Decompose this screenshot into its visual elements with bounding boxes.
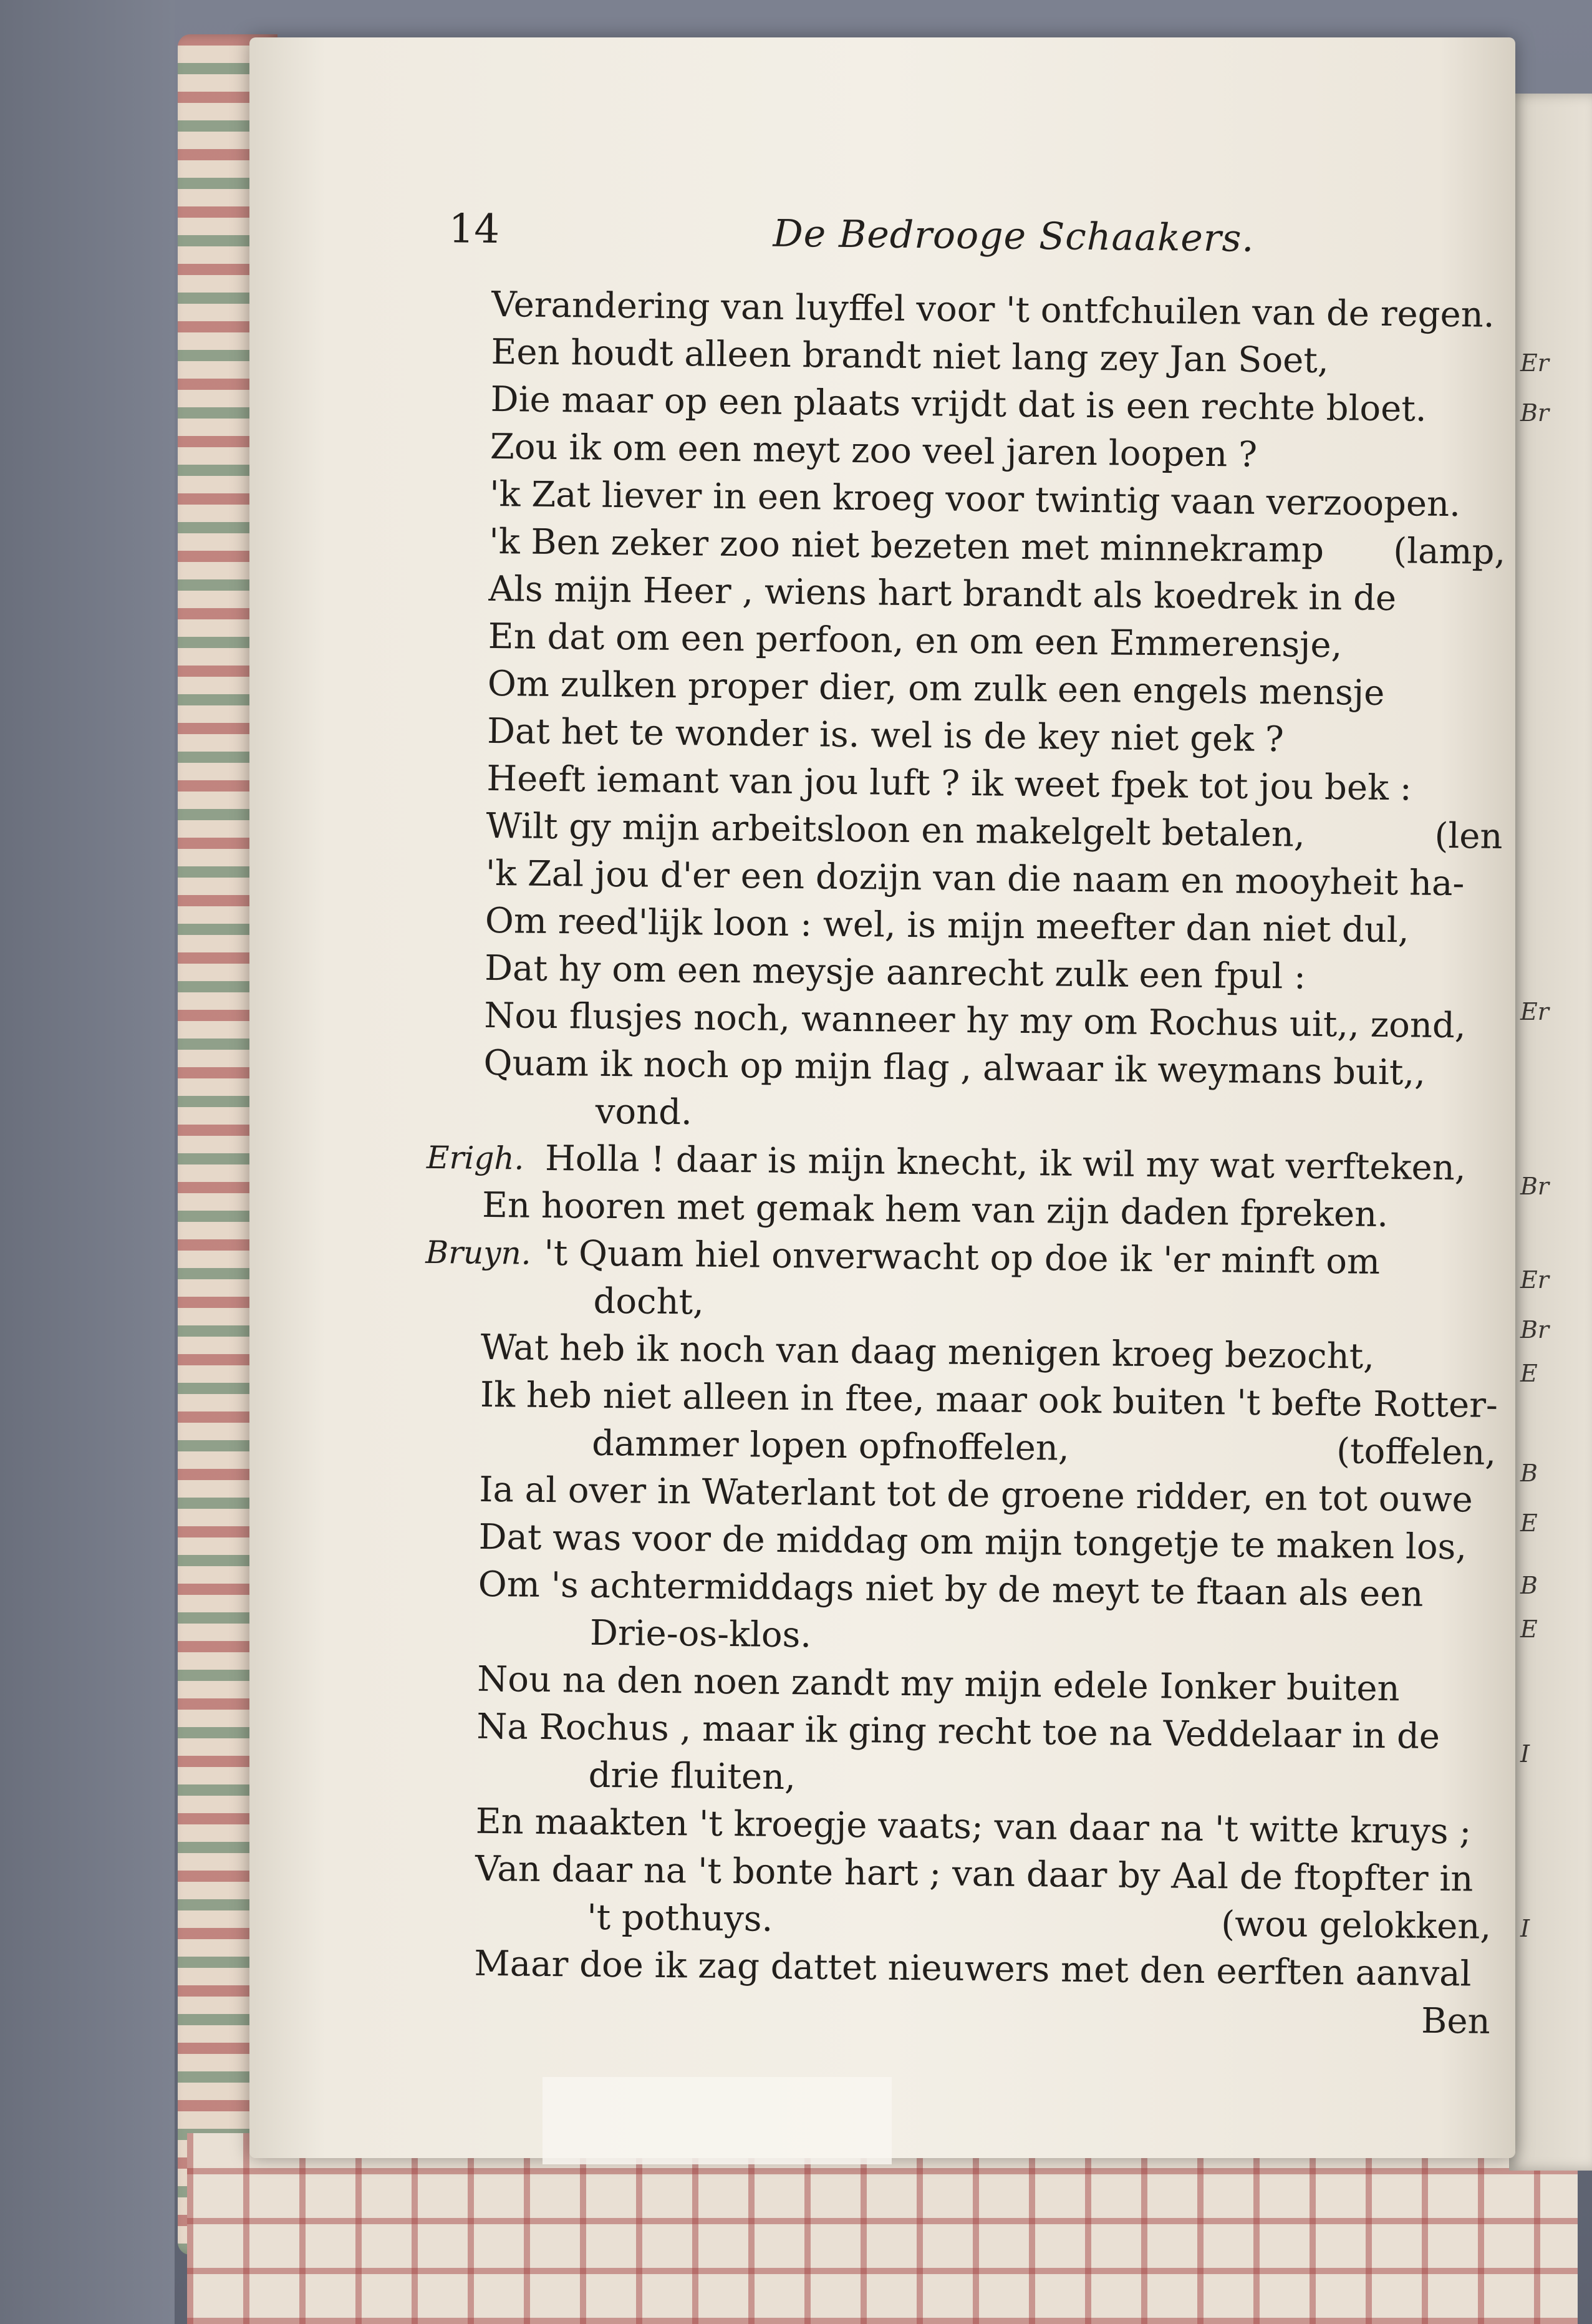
verse-text: Een houdt alleen brandt niet lang zey Jan Soet, [491,331,1329,381]
verse-text: Als mijn Heer , wiens hart brandt als koedrek in de [488,568,1397,619]
catchword: Ben [1421,2000,1490,2042]
speeches [417,1134,1499,2046]
facing-fragment: B [1520,1572,1538,1599]
speech-text: Van daar na 't bonte hart ; van daar by Aal de ftopfter in [475,1848,1474,1900]
speech-text: drie fluiten, [588,1755,796,1798]
verse-text: Om zulken proper dier, om zulk een engels mensje [487,663,1385,714]
verse-text: Verandering van luyffel voor 't ontfchuilen van de regen. [491,284,1495,336]
facing-fragment: E [1520,1615,1538,1643]
speech-text: Drie-os-klos. [589,1612,812,1656]
speech-text: 't pothuys. [586,1897,773,1940]
text-block [417,206,1509,2046]
facing-fragment: Br [1520,1316,1550,1344]
speech-text: Dat was voor de middag om mijn tongetje te maken los, [478,1516,1467,1568]
speech-text: Wat heb ik noch van daag menigen kroeg bezocht, [480,1327,1375,1377]
facing-fragment: Er [1520,1266,1549,1294]
speech-text: Na Rochus , maar ik ging recht toe na Veddelaar in de [476,1706,1440,1757]
speech-text: En maakten 't kroegje vaats; van daar na 't witte kruys ; [475,1801,1472,1852]
verse-text: Die maar op een plaats vrijdt dat is een rechte bloet. [490,379,1427,430]
facing-fragment: Br [1520,399,1550,427]
verse-text: 'k Ben zeker zoo niet bezeten met minnekramp [489,521,1324,571]
facing-fragment: I [1520,1740,1530,1768]
facing-fragment: I [1520,1915,1530,1942]
verse-text: Om reed'lijk loon : wel, is mijn meefter dan niet dul, [485,900,1409,951]
verse-text: vond. [595,1091,693,1133]
verse-text: Zou ik om een meyt zoo veel jaren loopen ? [490,426,1258,475]
verse-text: Dat het te wonder is. wel is de key niet gek ? [486,710,1285,760]
speech-text: 't Quam hiel onverwacht op doe ik 'er minft om [544,1232,1381,1282]
speech-text: En hooren met gemak hem van zijn daden fpreken. [481,1184,1389,1236]
speech-text: dammer lopen opfnoffelen, [591,1423,1070,1469]
speech-text: Maar doe ik zag dattet nieuwers met den eerften aanval [474,1943,1472,1995]
speech-text: Ia al over in Waterlant tot de groene ridder, en tot ouwe [479,1469,1474,1521]
speech-text: Holla ! daar is mijn knecht, ik wil my wat verfteken, [544,1138,1466,1189]
paper-patch [543,2077,892,2164]
verse-text: Wilt gy mijn arbeitsloon en makelgelt betalen, [486,805,1306,855]
speech-turnover: (toffelen, [1336,1431,1497,1473]
speech-turnover: (wou gelokken, [1221,1904,1492,1947]
speech-text: Nou na den noen zandt my mijn edele Ionker buiten [476,1658,1400,1710]
verse-text: 'k Zat liever in een kroeg voor twintig vaan verzoopen. [489,473,1461,525]
book-page [249,37,1515,2158]
verse-turnover: (len [1434,815,1503,857]
page-number: 14 [448,206,500,253]
verse-text: En dat om een perfoon, en om een Emmerensje, [488,616,1343,666]
facing-fragment: Er [1520,349,1549,377]
facing-fragment: B [1520,1460,1538,1487]
background-cloth [0,0,175,2324]
verse-turnover: (lamp, [1393,531,1506,573]
verse-text: Nou flusjes noch, wanneer hy my om Rochus uit,, zond, [484,995,1466,1047]
facing-fragment: E [1520,1509,1538,1537]
speaker-name: Erigh. [426,1139,524,1177]
page-header [436,206,1509,292]
running-title: De Bedrooge Schaakers. [773,211,1255,261]
verse-text: 'k Zal jou d'er een dozijn van die naam en mooyheit ha- [485,853,1465,904]
speech-text: docht, [593,1281,705,1323]
speaker-name: Bruyn. [425,1234,531,1272]
facing-fragment: Br [1520,1173,1550,1200]
verse-lines [427,281,1508,1145]
speech-text: Ik heb niet alleen in ftee, maar ook buiten 't befte Rotter- [480,1374,1498,1426]
speech-text: Om 's achtermiddags niet by de meyt te ftaan als een [478,1564,1424,1615]
facing-fragment: E [1520,1360,1538,1387]
verse-text: Quam ik noch op mijn flag , alwaar ik weymans buit,, [483,1042,1426,1093]
facing-page-edge [1509,94,1592,2171]
facing-fragment: Er [1520,998,1549,1025]
verse-text: Dat hy om een meysje aanrecht zulk een fpul : [484,947,1306,997]
verse-text: Heeft iemant van jou luft ? ik weet fpek tot jou bek : [486,758,1412,809]
